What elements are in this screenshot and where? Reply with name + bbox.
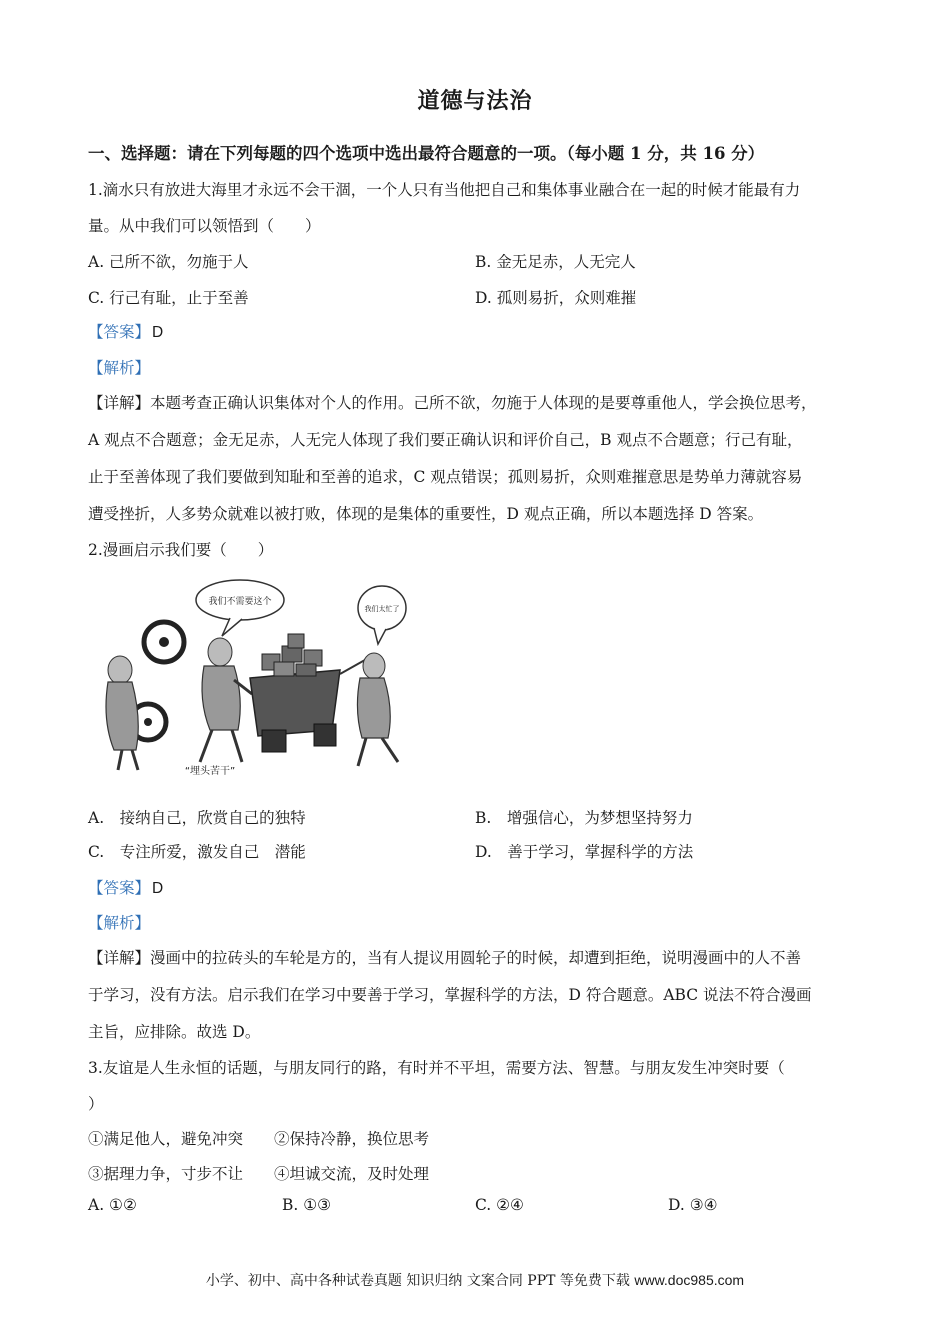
answer-label: 【答案】 <box>88 323 151 341</box>
q3-option-b: B. ①③ <box>282 1196 332 1214</box>
q2-detail-line2: 于学习，没有方法。启示我们在学习中要善于学习，掌握科学的方法，D 符合题意。ABC 说法不符合漫画 <box>88 986 812 1004</box>
brick <box>296 664 316 676</box>
caveman-right <box>357 678 390 738</box>
answer-label: 【答案】 <box>88 879 151 897</box>
section-heading: 一、选择题：请在下列每题的四个选项中选出最符合题意的一项。（每小题 1 分，共 16 分） <box>88 144 765 163</box>
q3-stem-line2: ） <box>88 1095 104 1113</box>
q3-stem-line1: 3.友谊是人生永恒的话题，与朋友同行的路，有时并不平坦，需要方法、智慧。与朋友发生冲突时要（ <box>88 1059 785 1077</box>
footer-text: 小学、初中、高中各种试卷真题 知识归纳 文案合同 PPT 等免费下载 <box>205 1273 630 1289</box>
answer-value: D <box>152 880 164 897</box>
q2-stem: 2.漫画启示我们要（ ） <box>88 541 274 559</box>
brick <box>288 634 304 648</box>
q3-statements-line2: ③据理力争，寸步不让 ④坦诚交流，及时处理 <box>88 1165 430 1183</box>
q1-detail-line3: 止于至善体现了我们要做到知耻和至善的追求，C 观点错误；孤则易折，众则难摧意思是势单力薄就容易 <box>88 468 803 486</box>
q1-analysis-label: 【解析】 <box>88 359 151 377</box>
bubble-right-text: 我们太忙了 <box>364 605 400 613</box>
q1-detail-line2: A 观点不合题意；金无足赤，人无完人体现了我们要正确认识和评价自己，B 观点不合题意；行己有耻， <box>88 431 803 449</box>
q2-detail-line1: 【详解】漫画中的拉砖头的车轮是方的，当有人提议用圆轮子的时候，却遭到拒绝，说明漫画中的人不善 <box>88 949 802 967</box>
q2-option-a: A. 接纳自己，欣赏自己的独特 <box>88 809 306 827</box>
q2-answer <box>88 876 163 898</box>
q2-option-c: C. 专注所爱，激发自己 潜能 <box>88 843 306 861</box>
footer-url-link[interactable]: www.doc985.com <box>634 1272 745 1288</box>
q3-option-d: D. ③④ <box>668 1196 718 1214</box>
cartoon-illustration <box>92 570 422 780</box>
square-wheel-icon <box>262 730 286 752</box>
cartoon-figure <box>92 570 422 780</box>
q2-option-d: D. 善于学习，掌握科学的方法 <box>475 843 694 861</box>
q1-stem-line1: 1.滴水只有放进大海里才永远不会干涸，一个人只有当他把自己和集体事业融合在一起的时候才能最有力 <box>88 181 801 199</box>
q1-detail-line1: 【详解】本题考查正确认识集体对个人的作用。己所不欲，勿施于人体现的是要尊重他人，学会换位思考， <box>88 394 817 412</box>
q2-option-b: B. 增强信心，为梦想坚持努力 <box>475 809 693 827</box>
bubble-left-text: 我们不需要这个 <box>208 597 272 607</box>
q2-analysis-label: 【解析】 <box>88 914 151 932</box>
caveman-middle <box>202 666 240 730</box>
q1-option-c: C. 行己有耻，止于至善 <box>88 289 249 307</box>
q1-option-d: D. 孤则易折，众则难摧 <box>475 289 637 307</box>
q1-option-a: A. 己所不欲，勿施于人 <box>88 253 249 271</box>
q3-option-c: C. ②④ <box>475 1196 524 1214</box>
brick <box>274 662 294 676</box>
cartoon-caption: “埋头苦干” <box>184 766 236 777</box>
q1-stem-line2: 量。从中我们可以领悟到（ ） <box>88 217 321 235</box>
document-title: 道德与法治 <box>417 88 533 114</box>
q1-answer <box>88 320 163 342</box>
page-footer <box>0 1270 950 1290</box>
q1-option-b: B. 金无足赤，人无完人 <box>475 253 636 271</box>
q3-statements-line1: ①满足他人，避免冲突 ②保持冷静，换位思考 <box>88 1130 430 1148</box>
q3-option-a: A. ①② <box>88 1196 137 1214</box>
q1-detail-line4: 遭受挫折，人多势众就难以被打败，体现的是集体的重要性，D 观点正确，所以本题选择 D 答案。 <box>88 505 764 523</box>
caveman-left <box>106 682 138 750</box>
square-wheel-icon <box>314 724 336 746</box>
answer-value: D <box>152 324 164 341</box>
q2-detail-line3: 主旨，应排除。故选 D。 <box>88 1023 261 1041</box>
